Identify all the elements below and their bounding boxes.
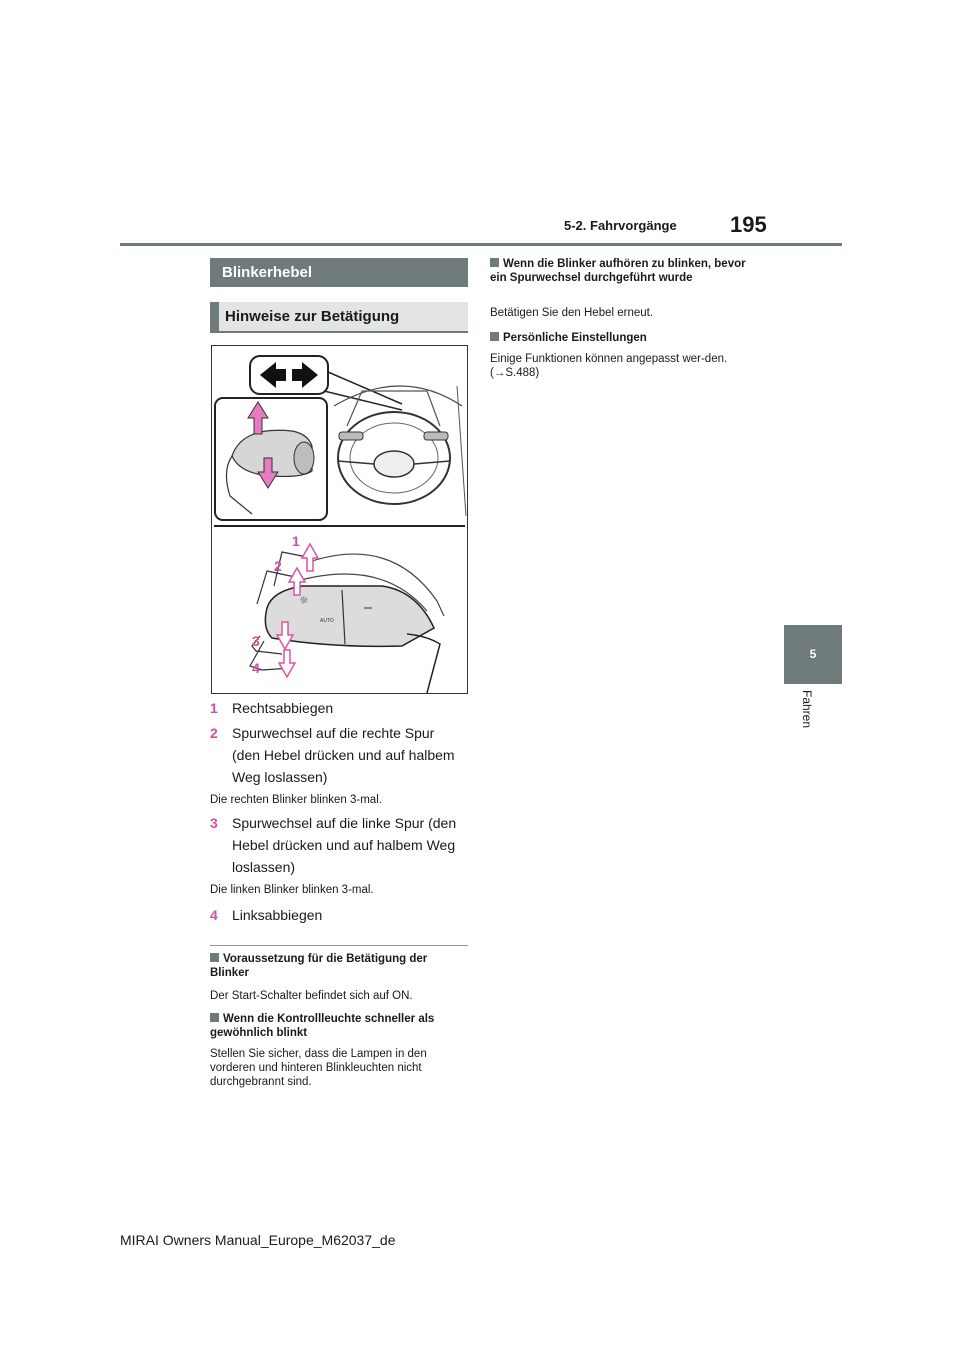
section-divider	[210, 945, 468, 946]
heading-precondition: Voraussetzung für die Betätigung der Blinker	[210, 953, 428, 979]
step-number: 3	[210, 815, 218, 831]
step-1	[210, 697, 470, 719]
step-text: Rechtsabbiegen	[232, 700, 334, 716]
chapter-tab: 5	[784, 625, 842, 684]
heading-fast-blink: Wenn die Kontrollleuchte schneller als gewöhnlich blinkt	[210, 1013, 435, 1039]
arrow-1-icon	[302, 544, 318, 571]
step-number: 2	[210, 725, 218, 741]
header-rule	[120, 243, 842, 246]
callout-4: 4	[252, 660, 260, 676]
step-number: 4	[210, 907, 218, 923]
turn-signal-lever-figure	[211, 345, 468, 694]
auto-label: AUTO	[320, 618, 334, 624]
section-title: 5-2. Fahrvorgänge	[564, 218, 677, 233]
step-2	[210, 722, 470, 788]
callout-1: 1	[292, 533, 300, 549]
footer: MIRAI Owners Manual_Europe_M62037_de	[120, 1232, 396, 1248]
subtitle-underline	[210, 331, 468, 333]
note-right-blinkers: Die rechten Blinker blinken 3-mal.	[210, 794, 382, 806]
heading-personal-settings: Persönliche Einstellungen	[490, 331, 748, 345]
body-precondition: Der Start-Schalter befindet sich auf ON.	[210, 990, 413, 1002]
heading-stop-blinking: Wenn die Blinker aufhören zu blinken, bevor ein Spurwechsel durchgeführt wurde	[490, 258, 746, 284]
square-bullet-icon	[490, 258, 499, 267]
step-number: 1	[210, 700, 218, 716]
title-bar: Blinkerhebel	[210, 258, 468, 287]
square-bullet-icon	[210, 1013, 219, 1022]
square-bullet-icon	[210, 953, 219, 962]
step-3	[210, 812, 470, 878]
step-text: Spurwechsel auf die rechte Spur (den Hebel drücken und auf halbem Weg loslassen)	[232, 725, 455, 785]
subtitle-bar: Hinweise zur Betätigung	[210, 302, 468, 331]
body-personal-settings: Einige Funktionen können angepasst wer-den. (→S.488)	[490, 353, 728, 379]
body-stop-blinking: Betätigen Sie den Hebel erneut.	[490, 307, 654, 319]
step-4	[210, 904, 470, 926]
lever-illustration	[212, 346, 467, 693]
square-bullet-icon	[490, 332, 499, 341]
body-fast-blink: Stellen Sie sicher, dass die Lampen in den vorderen und hinteren Blinkleuchten nicht durchgebrannt sind.	[210, 1048, 427, 1088]
light-icon: ☼	[299, 594, 309, 607]
note-left-blinkers: Die linken Blinker blinken 3-mal.	[210, 884, 374, 896]
step-text: Linksabbiegen	[232, 907, 323, 923]
page-number: 195	[730, 212, 767, 237]
step-text: Spurwechsel auf die linke Spur (den Hebel drücken und auf halbem Weg loslassen)	[232, 815, 457, 875]
chapter-label: Fahren	[800, 690, 814, 729]
callout-3: 3	[252, 633, 260, 649]
callout-2: 2	[274, 558, 282, 574]
